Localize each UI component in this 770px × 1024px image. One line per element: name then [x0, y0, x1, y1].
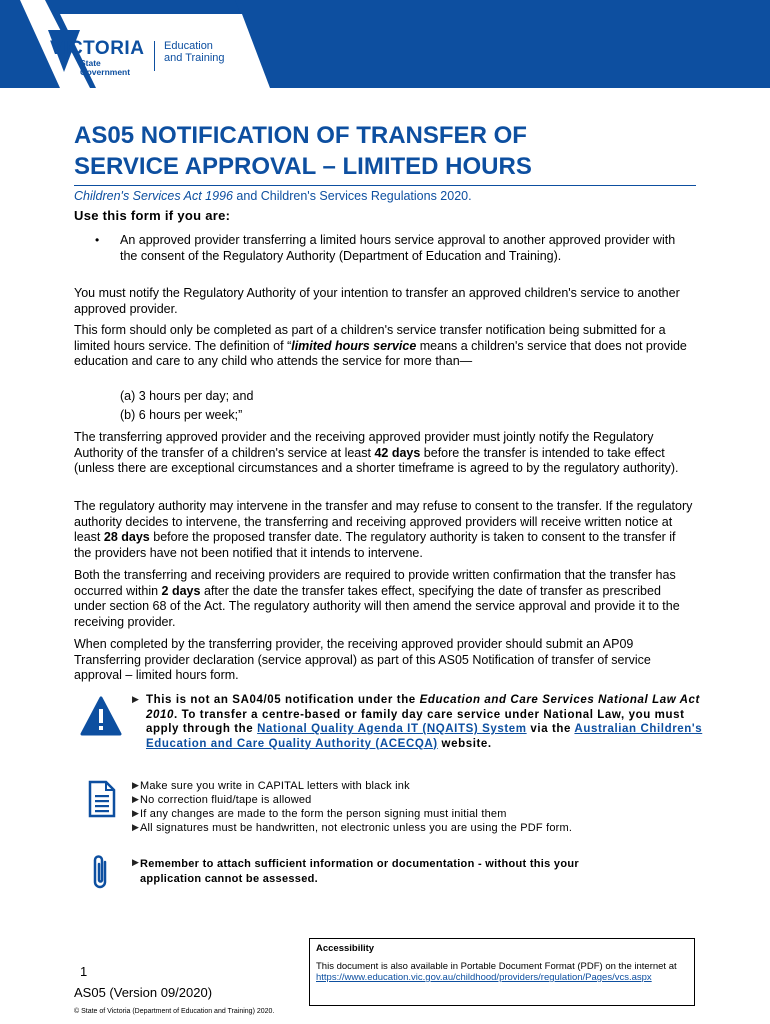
arrow-bullet-icon: ▶	[132, 694, 139, 704]
instruction-item: No correction fluid/tape is allowed	[140, 794, 312, 806]
act-reference: Children's Services Act 1996 and Children's Services Regulations 2020.	[74, 189, 472, 203]
arrow-bullet-icon: ▶	[132, 822, 139, 832]
paragraph-intervene: The regulatory authority may intervene in the transfer and may refuse to consent to the transfer. If the regulatory authority decides to intervene, the transferring and receiving approved providers will receive written notice at least 28 days before the proposed transfer date. The regulatory authority is taken to consent to the transfer if the providers have not been notified that it intends to intervene.	[74, 499, 693, 560]
paragraph-submit: When completed by the transferring provider, the receiving approved provider should submit an AP09 Transferring provider declaration (service approval) as part of this AS05 Notification of transfer of service approval – limited hours form.	[74, 637, 651, 682]
state-government-text: State Government	[80, 58, 131, 77]
title-underline	[74, 185, 696, 186]
paperclip-icon	[90, 852, 112, 892]
instruction-item: Make sure you write in CAPITAL letters with black ink	[140, 780, 410, 792]
bullet-text: An approved provider transferring a limited hours service approval to another approved provider with the consent of the Regulatory Authority (Department of Education and Training).	[120, 233, 676, 263]
department-name: Education and Training	[164, 40, 225, 64]
victoria-logo-wordmark: VICTORIA	[50, 38, 145, 59]
page-number: 1	[80, 964, 88, 979]
definition-b: (b) 6 hours per week;”	[120, 408, 243, 422]
arrow-bullet-icon: ▶	[132, 857, 139, 867]
paragraph-definition: This form should only be completed as part of a children's service transfer notification being submitted for a limited hours service. The definition of “limited hours service means a children's service that does not provide education and care to any child who attends the service for more than—	[74, 323, 687, 368]
paragraph-notify: You must notify the Regulatory Authority of your intention to transfer an approved children's service to another approved provider.	[74, 286, 680, 316]
instruction-item: All signatures must be handwritten, not electronic unless you are using the PDF form.	[140, 822, 573, 834]
logo-divider	[154, 41, 155, 71]
paragraph-joint-notify: The transferring approved provider and the receiving approved provider must jointly notify the Regulatory Authority of the transfer of a children's service at least 42 days before the transfer is intended to take effect (unless there are exceptional circumstances and a shorter timeframe is agreed to by the regulatory authority).	[74, 430, 679, 475]
use-form-heading: Use this form if you are:	[74, 208, 231, 223]
definition-a: (a) 3 hours per day; and	[120, 389, 254, 403]
arrow-bullet-icon: ▶	[132, 808, 139, 818]
accessibility-text: This document is also available in Portable Document Format (PDF) on the internet at https://www.education.vic.gov.au/childhood/providers/regulation/Pages/vcs.aspx	[316, 961, 677, 983]
accessibility-box	[309, 938, 695, 1006]
accessibility-url-link[interactable]: https://www.education.vic.gov.au/childhood/providers/regulation/Pages/vcs.aspx	[316, 972, 652, 983]
page-title: AS05 NOTIFICATION OF TRANSFER OF SERVICE APPROVAL – LIMITED HOURS	[74, 122, 532, 180]
national-law-notice: This is not an SA04/05 notification under the Education and Care Services National Law Act 2010. To transfer a centre-based or family day care service under National Law, you must apply through the National Quality Agenda IT (NQAITS) System via the Australian Children's Education and Care Quality Authority (ACECQA) website.	[146, 694, 703, 750]
accessibility-title: Accessibility	[316, 943, 375, 954]
acecqa-link[interactable]: Australian Children's Education and Care Quality Authority (ACECQA)	[146, 723, 703, 750]
nqaits-link[interactable]: National Quality Agenda IT (NQAITS) System	[257, 723, 527, 735]
bullet-icon: •	[95, 233, 100, 247]
instruction-item: If any changes are made to the form the person signing must initial them	[140, 808, 507, 820]
arrow-bullet-icon: ▶	[132, 794, 139, 804]
arrow-bullet-icon: ▶	[132, 780, 139, 790]
paragraph-confirm: Both the transferring and receiving providers are required to provide written confirmation that the transfer has occurred within 2 days after the date the transfer takes effect, specifying the date of transfer as prescribed under section 68 of the Act. The regulatory authority will then amend the service approval and provide it to the receiving provider.	[74, 568, 680, 629]
attach-note: Remember to attach sufficient information or documentation - without this your application cannot be assessed.	[140, 858, 579, 885]
form-version: AS05 (Version 09/2020)	[74, 985, 213, 1000]
copyright-text: © State of Victoria (Department of Education and Training) 2020.	[74, 1008, 275, 1015]
document-icon	[88, 780, 116, 818]
warning-icon	[80, 696, 122, 736]
